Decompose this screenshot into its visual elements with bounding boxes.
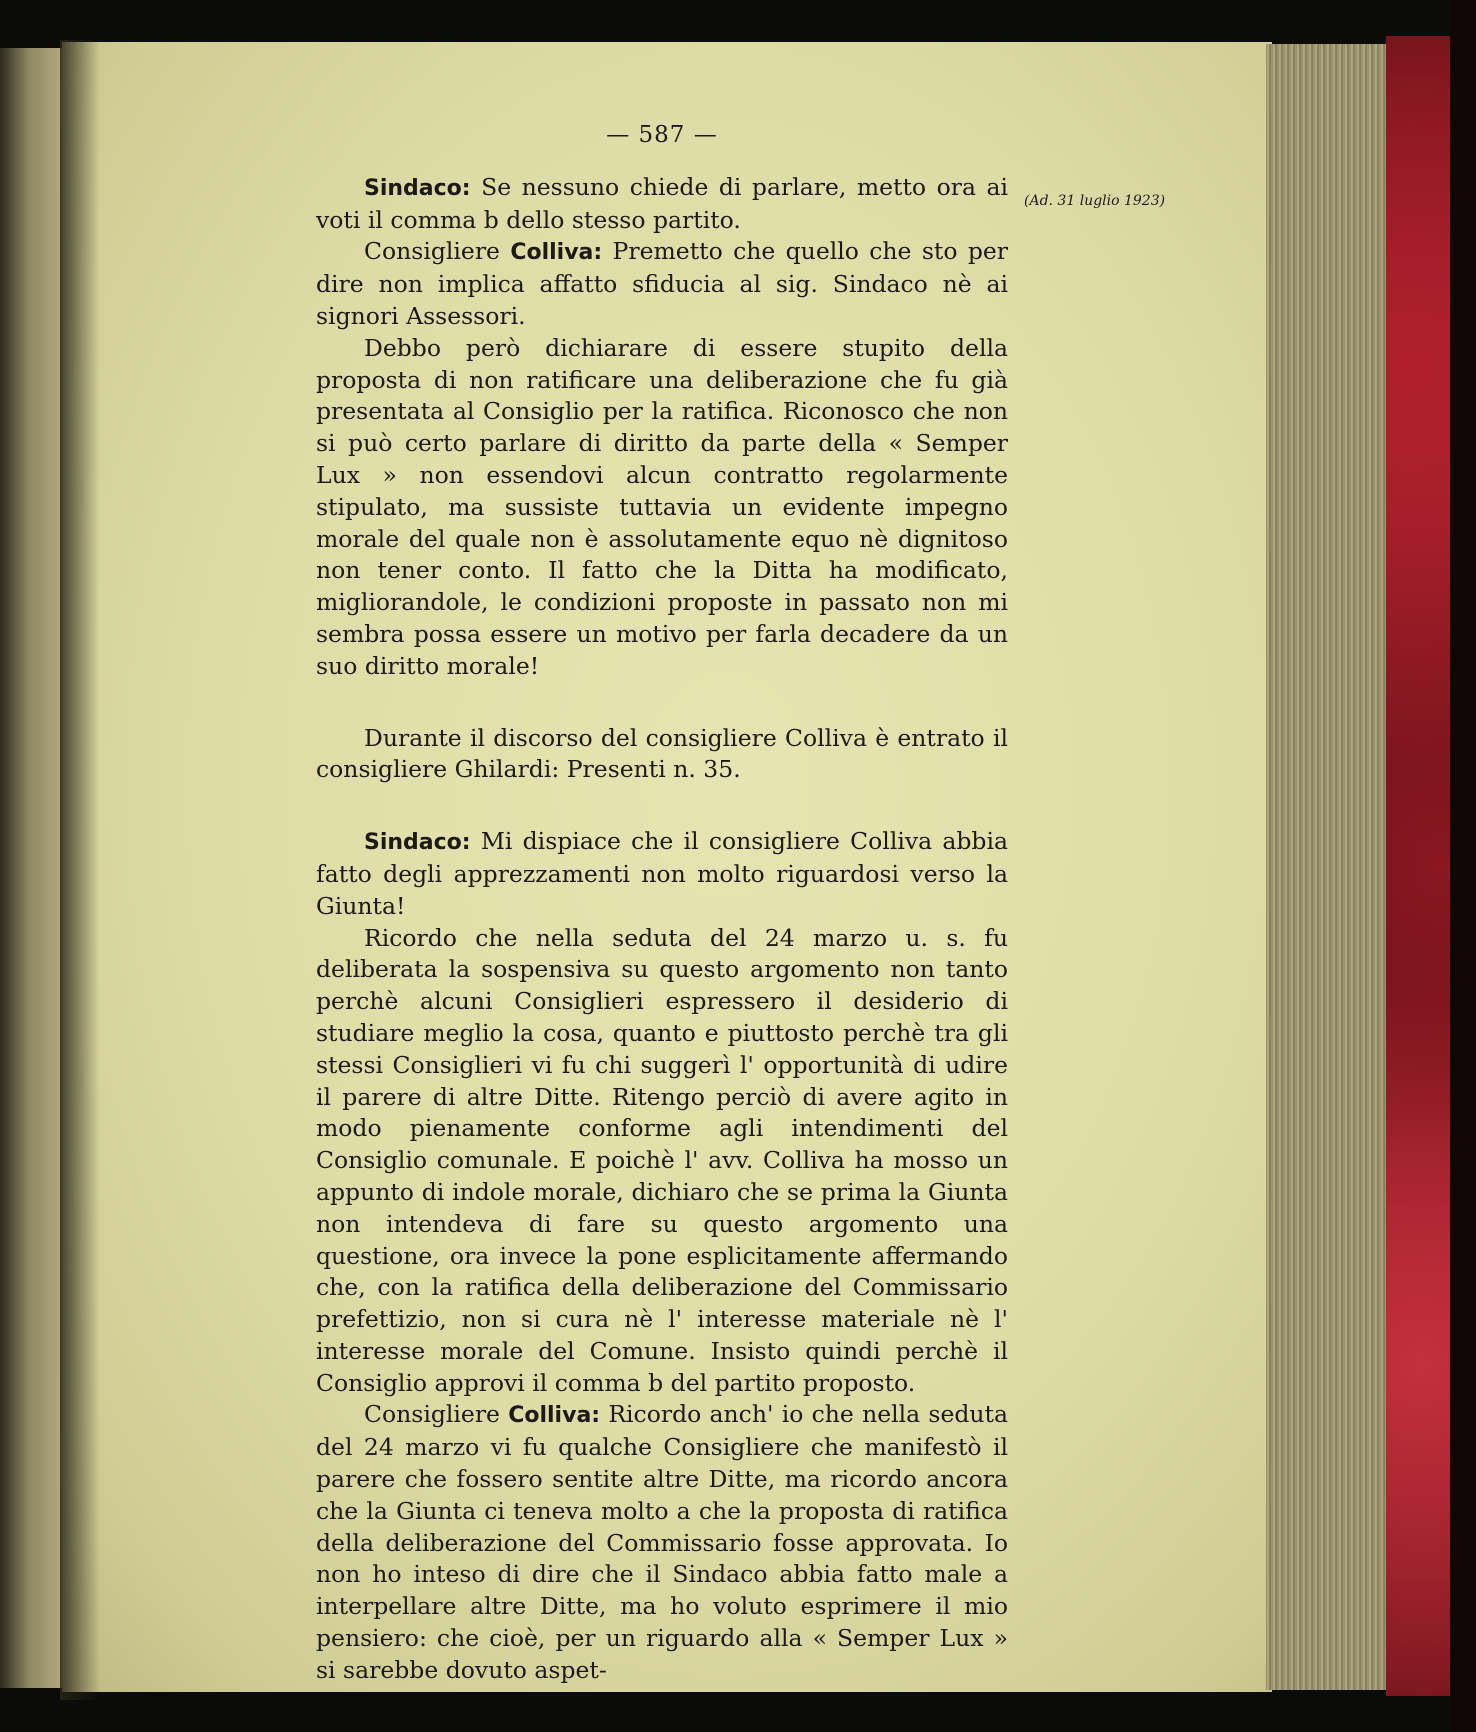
paragraph-text: Se nessuno chiede di parlare, metto ora ai voti il comma b dello stesso partito. — [316, 172, 1008, 234]
paragraph-sindaco-vote — [316, 172, 1008, 237]
paragraph-text: Premetto che quello che sto per dire non implica affatto sfiducia al sig. Sindaco nè ai signori Assessori. — [316, 237, 1009, 330]
speaker-prefix: Consigliere — [364, 237, 511, 266]
paragraph-sindaco-recall: Ricordo che nella seduta del 24 marzo u. s. fu deliberata la sospensiva su questo argomento non tanto perchè alcuni Consiglieri espressero il desiderio di studiare meglio la cosa, quanto e piuttosto perchè tra gli stessi Consiglieri vi fu chi suggerì l' opportunità di udire il parere di altre Ditte. Ritengo perciò di avere agito in modo pienamente conforme agli intendimenti del Consiglio comunale. E poichè l' avv. Colliva ha mosso un appunto di indole morale, dichiaro che se prima la Giunta non intendeva di fare su questo argomento una questione, ora invece la pone esplicitamente affermando che, con la ratifica della deliberazione del Commissario prefettizio, non si cura nè l' interesse materiale nè l' interesse morale del Comune. Insisto quindi perchè il Consiglio approvi il comma b del partito proposto. — [316, 923, 1008, 1397]
spine-shadow — [60, 40, 100, 1700]
paragraph-text: Mi dispiace che il consigliere Colliva abbia fatto degli apprezzamenti non molto riguardosi verso la Giunta! — [316, 827, 1008, 920]
margin-note-date: (Ad. 31 luglio 1923) — [1024, 193, 1166, 209]
paragraph-text: Ricordo anch' io che nella seduta del 24 marzo vi fu qualche Consigliere che manifestò il parere che fossero sentite altre Ditte, ma ricordo ancora che la Giunta ci teneva molto a che la proposta di ratifica della deliberazione del Commissario fosse approvata. Io non ho inteso di dire che il Sindaco abbia fatto male a interpellare altre Ditte, ma ho voluto esprimere il mio pensiero: che cioè, per un riguardo alla « Semper Lux » si sarebbe dovuto aspet- — [316, 1400, 1008, 1684]
page-text — [316, 120, 1008, 1687]
paragraph-colliva-premise — [316, 236, 1008, 332]
speaker-label: Sindaco: — [364, 175, 471, 201]
page-number: — 587 — — [606, 122, 718, 148]
page-block-edge — [1266, 44, 1386, 1690]
cover-shadow — [1450, 0, 1476, 1732]
section-gap — [316, 786, 1008, 826]
paragraph-colliva-argument: Debbo però dichiarare di essere stupito della proposta di non ratificare una deliberazione che fu già presentata al Consiglio per la ratifica. Riconosco che non si può certo parlare di diritto da parte della « Semper Lux » non essendovi alcun contratto regolarmente stipulato, ma sussiste tuttavia un evidente impegno morale del quale non è assolutamente equo nè dignitoso non tener conto. Il fatto che la Ditta ha modificato, migliorandole, le condizioni proposte in passato non mi sembra possa essere un motivo per farla decadere da un suo diritto morale! — [316, 333, 1008, 680]
speaker-prefix: Consigliere — [364, 1400, 509, 1429]
paragraph-attendance-note: Durante il discorso del consigliere Colliva è entrato il consigliere Ghilardi: Presenti n. 35. — [316, 723, 1008, 784]
speaker-label: Colliva: — [510, 240, 603, 266]
paragraph-colliva-response — [316, 1399, 1008, 1686]
section-gap — [316, 683, 1008, 723]
speaker-label: Sindaco: — [364, 830, 471, 856]
paragraph-sindaco-reply — [316, 826, 1008, 922]
speaker-label: Colliva: — [508, 1403, 601, 1429]
